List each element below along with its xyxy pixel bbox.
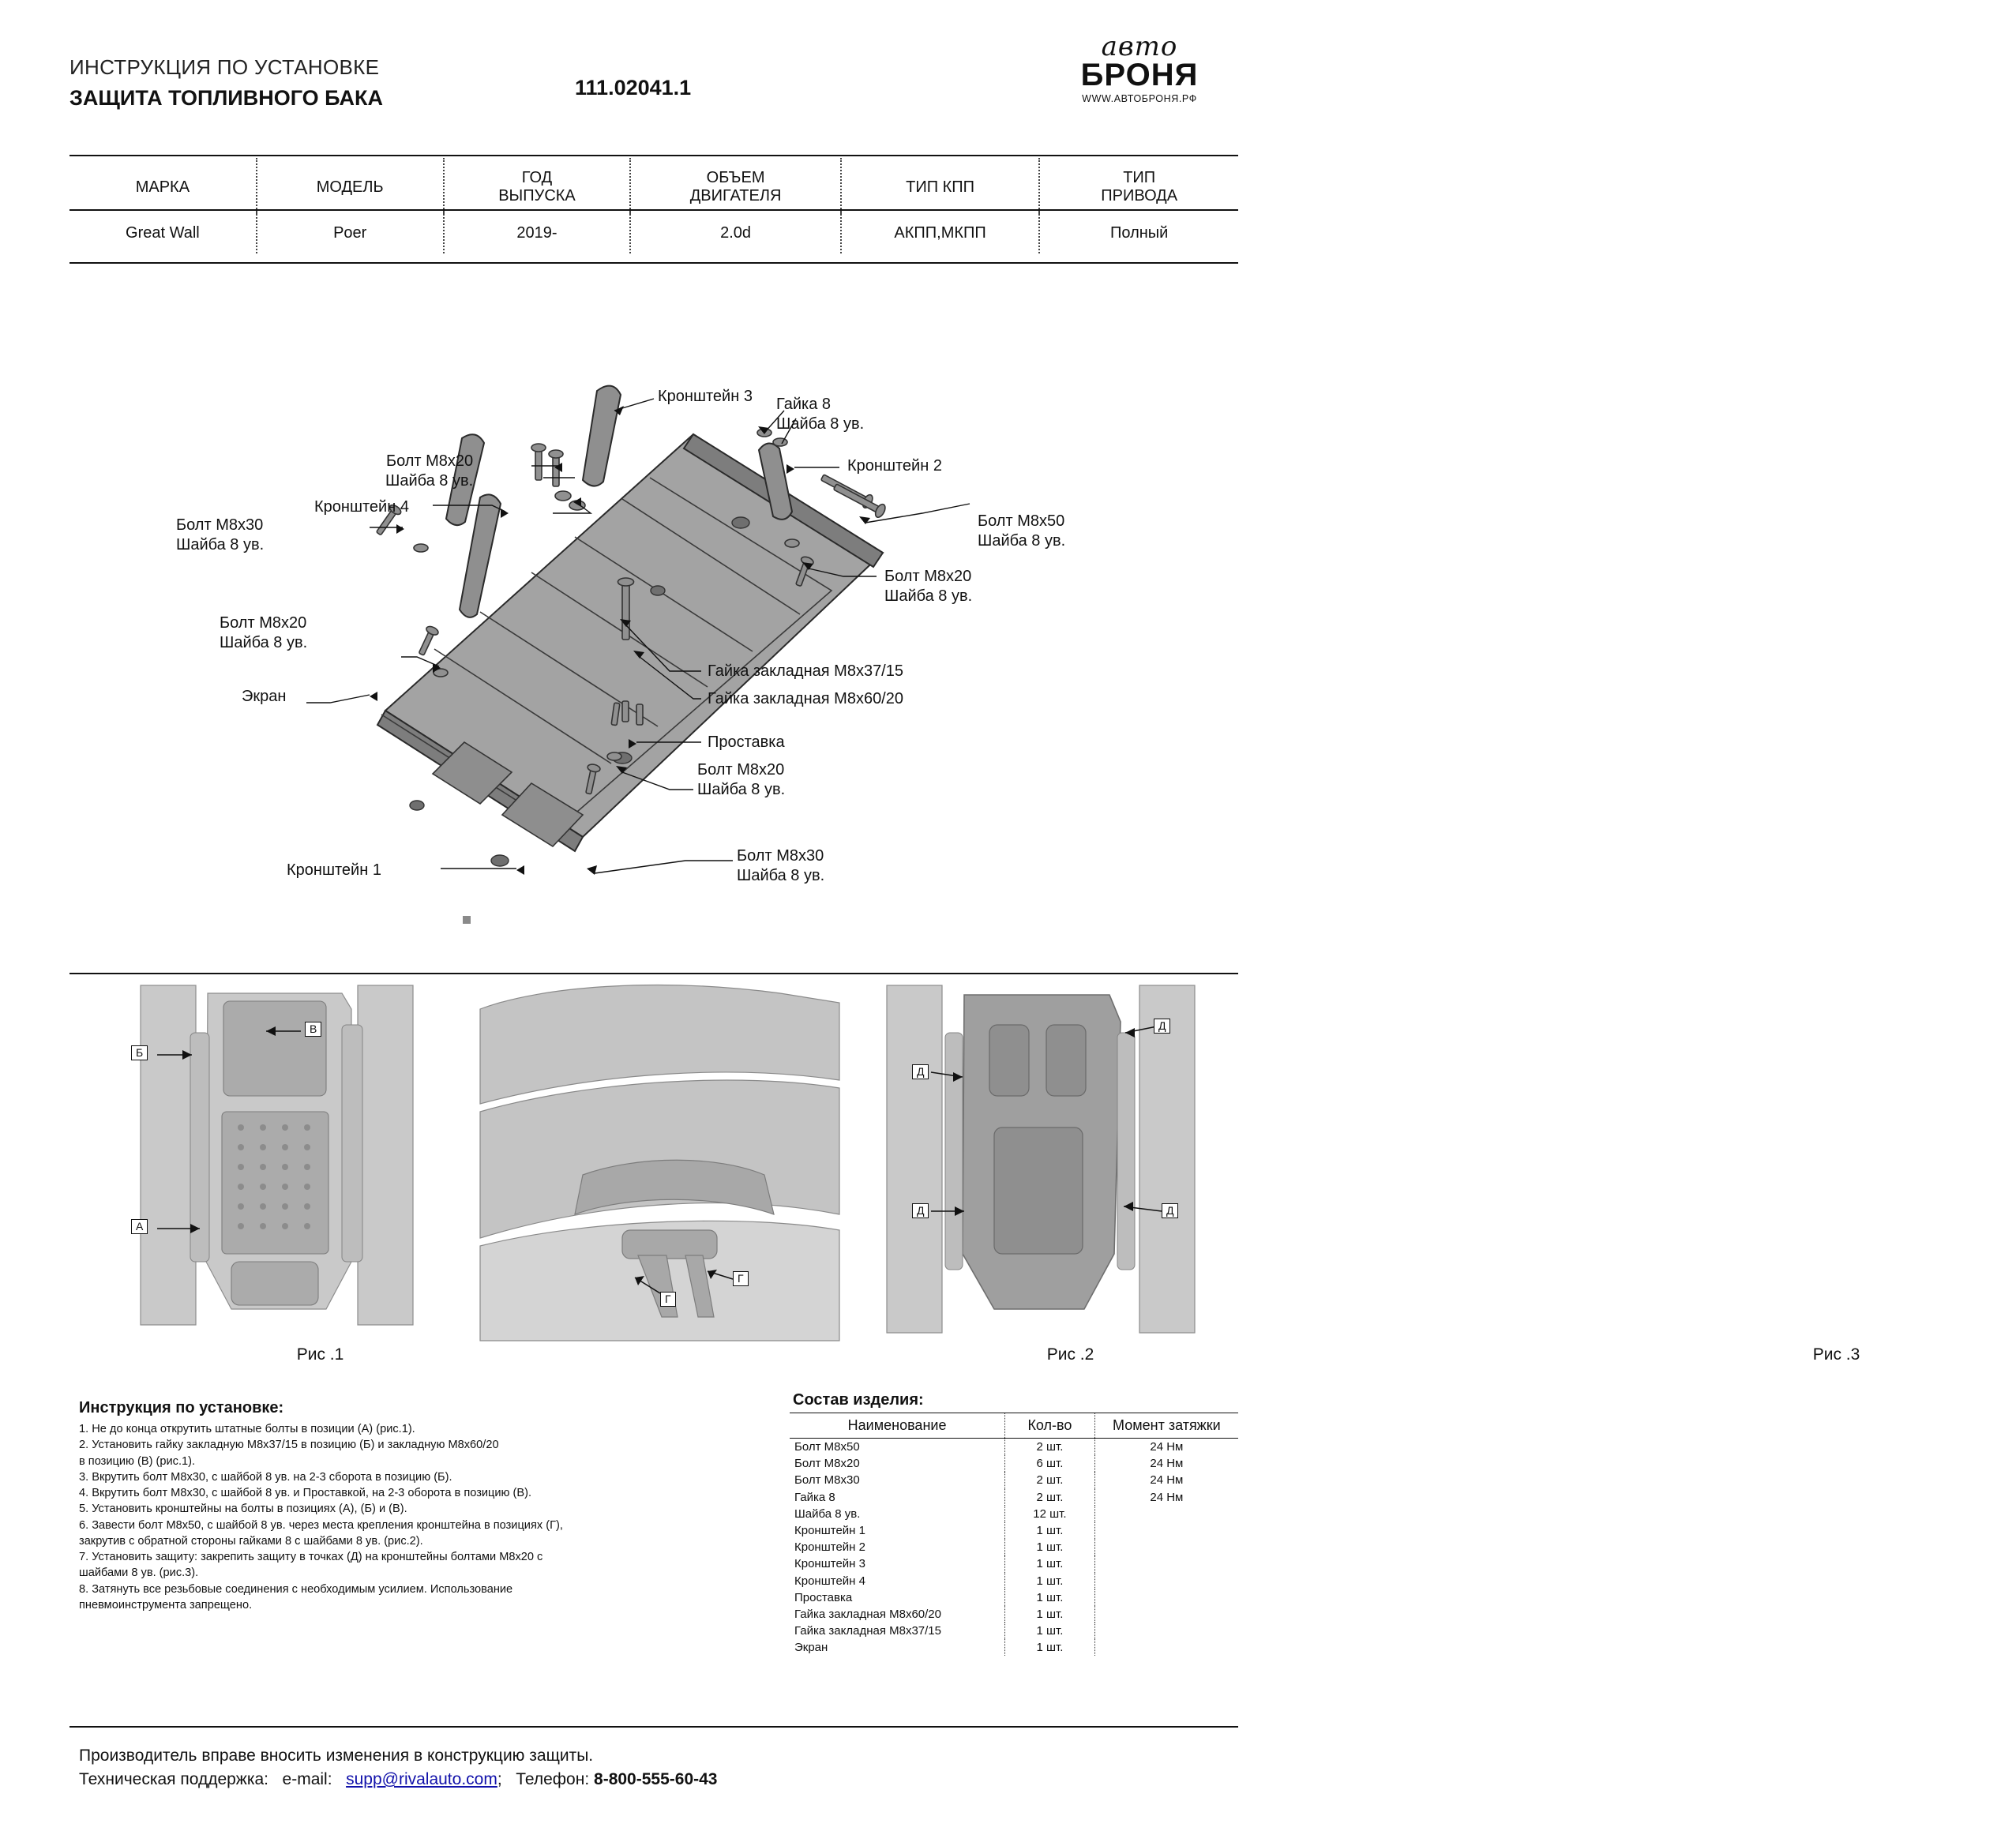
bom-cell-name: Шайба 8 ув. (794, 1506, 861, 1521)
bom-cell-name: Гайка закладная М8х37/15 (794, 1624, 941, 1638)
photo-2-image (480, 977, 839, 1341)
label-gayka-zakladnaya-60: Гайка закладная М8х60/20 (708, 690, 903, 707)
bom-cell-torque (1094, 1539, 1238, 1555)
table-row (790, 1573, 1238, 1589)
photo-row (69, 977, 1860, 1388)
label-bolt-m8x30-bottom: Болт М8х30 Шайба 8 ув. (737, 847, 825, 884)
bom-cell-torque (1094, 1639, 1238, 1656)
semicolon: ; (497, 1770, 502, 1788)
spec-value-row (69, 212, 1238, 253)
photo-3-caption: Рис .3 (1812, 1345, 1860, 1364)
footer-support (79, 1770, 1232, 1789)
photo-2-marker-g2: Г (733, 1271, 749, 1286)
bom-cell-qty: 12 шт. (1005, 1506, 1095, 1522)
spec-table-values (69, 212, 1238, 253)
bom-cell-name: Кронштейн 4 (794, 1574, 865, 1588)
spec-table-bottom-rule (69, 262, 1238, 264)
spec-table (69, 158, 1238, 215)
table-row (790, 1639, 1238, 1656)
bom-cell-torque (1094, 1623, 1238, 1639)
instruction-line: 4. Вкрутить болт М8х30, с шайбой 8 ув. и Проставкой, на 2-3 оборота в позицию (В). (79, 1487, 532, 1499)
diagram-bottom-rule (69, 973, 1238, 974)
photo-1-marker-a: А (131, 1219, 148, 1234)
photo-2-marker-g1: Г (660, 1292, 676, 1307)
document-footer (79, 1747, 1232, 1789)
bom-cell-torque: 24 Нм (1094, 1472, 1238, 1488)
product-code: 111.02041.1 (575, 76, 692, 99)
instruction-line: шайбами 8 ув. (рис.3). (79, 1566, 199, 1580)
bom-cell-name: Проставка (794, 1590, 853, 1604)
spec-value-brand: Great Wall (126, 224, 200, 242)
bom-cell-name: Кронштейн 3 (794, 1557, 865, 1571)
bom-cell-name: Болт М8х30 (794, 1473, 860, 1488)
bom-header-qty: Кол-во (1005, 1413, 1095, 1438)
bom-cell-name: Болт М8х50 (794, 1440, 860, 1454)
label-bolt-m8x20-left: Болт М8х20 Шайба 8 ув. (220, 614, 308, 651)
spec-value-model: Poer (257, 212, 444, 253)
photo-3-marker-d2: Д (912, 1064, 929, 1079)
logo-main-text: БРОНЯ (1080, 58, 1199, 92)
spec-header-drive: ТИП ПРИВОДА (1039, 158, 1238, 215)
table-row (790, 1455, 1238, 1472)
spec-value-year: 2019- (444, 212, 631, 253)
photo-figure-2 (480, 977, 1094, 1364)
instruction-line: закрутив с обратной стороны гайками 8 с шайбами 8 ув. (рис.2). (79, 1534, 423, 1548)
exploded-diagram (69, 316, 1238, 947)
label-bolt-m8x20-top: Болт М8х20 Шайба 8 ув. (385, 452, 474, 490)
photo-2-caption: Рис .2 (1046, 1345, 1094, 1364)
bom-header-name: Наименование (847, 1417, 947, 1433)
bom-cell-torque: 24 Нм (1094, 1455, 1238, 1472)
bom-cell-name: Кронштейн 2 (794, 1540, 865, 1555)
instruction-line: 8. Затянуть все резьбовые соединения с необходимым усилием. Использование (79, 1582, 513, 1596)
bill-of-materials (790, 1391, 1238, 1656)
label-kronshteyn-4: Кронштейн 4 (314, 498, 409, 516)
table-row (790, 1439, 1238, 1455)
bom-cell-qty: 1 шт. (1005, 1639, 1095, 1656)
logo-url-text: WWW.АВТОБРОНЯ.РФ (1082, 93, 1197, 104)
bom-title: Состав изделия: (793, 1391, 924, 1409)
spec-value-drive: Полный (1039, 212, 1238, 253)
bom-header-torque: Момент затяжки (1094, 1413, 1238, 1438)
label-bolt-m8x20-right: Болт М8х20 Шайба 8 ув. (884, 568, 973, 605)
bom-cell-torque (1094, 1589, 1238, 1606)
instruction-line: 7. Установить защиту: закрепить защиту в точках (Д) на кронштейны болтами М8х20 с (79, 1551, 543, 1563)
table-row (790, 1539, 1238, 1555)
header-subtitle: ИНСТРУКЦИЯ ПО УСТАНОВКЕ (69, 55, 380, 79)
spec-header-engine: ОБЪЕМ ДВИГАТЕЛЯ (630, 158, 840, 215)
label-kronshteyn-1: Кронштейн 1 (287, 861, 381, 879)
bom-cell-torque (1094, 1522, 1238, 1539)
photo-3-marker-d4: Д (1162, 1203, 1178, 1218)
bom-cell-name: Экран (794, 1641, 828, 1655)
bom-cell-torque (1094, 1606, 1238, 1623)
label-prostavka: Проставка (708, 734, 785, 751)
bom-cell-qty: 1 шт. (1005, 1539, 1095, 1555)
instruction-line: 1. Не до конца открутить штатные болты в позиции (А) (рис.1). (79, 1423, 415, 1435)
spec-table-top-rule (69, 155, 1238, 156)
label-gayka-8: Гайка 8 Шайба 8 ув. (776, 396, 865, 433)
email-label: e-mail: (282, 1770, 332, 1788)
instructions-title: Инструкция по установке: (79, 1399, 284, 1416)
label-kronshteyn-2: Кронштейн 2 (847, 457, 942, 475)
spec-table-mid-rule (69, 209, 1238, 211)
support-label: Техническая поддержка: (79, 1770, 269, 1788)
footer-disclaimer: Производитель вправе вносить изменения в конструкцию защиты. (79, 1747, 594, 1765)
instructions-list (79, 1422, 774, 1613)
header-titles (69, 55, 383, 111)
photo-3-marker-d1: Д (1154, 1019, 1170, 1034)
table-row (790, 1589, 1238, 1606)
table-row (790, 1623, 1238, 1639)
bom-cell-qty: 1 шт. (1005, 1555, 1095, 1572)
label-bolt-m8x30-left: Болт М8х30 Шайба 8 ув. (176, 516, 265, 553)
brand-logo (1041, 33, 1238, 104)
label-bolt-m8x20-bottom: Болт М8х20 Шайба 8 ув. (697, 761, 786, 798)
photo-1-marker-v: В (305, 1022, 321, 1037)
support-email-link[interactable]: supp@rivalauto.com (346, 1770, 497, 1788)
instruction-line: пневмоинструмента запрещено. (79, 1598, 253, 1611)
spec-header-brand: МАРКА (135, 178, 190, 196)
bom-cell-torque: 24 Нм (1094, 1439, 1238, 1455)
logo-script-text: авто (1101, 31, 1178, 62)
instruction-line: в позицию (В) (рис.1). (79, 1454, 196, 1468)
bom-cell-qty: 2 шт. (1005, 1472, 1095, 1488)
photo-3-marker-d3: Д (912, 1203, 929, 1218)
bom-header-row (790, 1413, 1238, 1438)
label-ekran: Экран (242, 688, 287, 705)
instruction-line: 3. Вкрутить болт М8х30, с шайбой 8 ув. на 2-3 сборота в позицию (Б). (79, 1470, 452, 1484)
spec-header-row (69, 158, 1238, 215)
bom-cell-torque (1094, 1555, 1238, 1572)
label-bolt-m8x50-right: Болт М8х50 Шайба 8 ув. (978, 512, 1066, 550)
photo-1-marker-b: Б (131, 1045, 148, 1060)
photo-1-image (105, 977, 464, 1341)
spec-header-year: ГОД ВЫПУСКА (444, 158, 631, 215)
bom-cell-torque (1094, 1573, 1238, 1589)
photo-figure-1 (105, 977, 464, 1364)
table-row (790, 1506, 1238, 1522)
label-kronshteyn-3: Кронштейн 3 (658, 388, 753, 405)
phone-label: Телефон: (516, 1770, 590, 1788)
bom-cell-qty: 6 шт. (1005, 1455, 1095, 1472)
bom-cell-qty: 1 шт. (1005, 1589, 1095, 1606)
document-header (69, 31, 1238, 126)
footer-rule (69, 1726, 1238, 1728)
table-row (790, 1522, 1238, 1539)
bom-cell-torque (1094, 1506, 1238, 1522)
bom-cell-name: Гайка закладная М8х60/20 (794, 1607, 941, 1621)
bom-cell-qty: 2 шт. (1005, 1439, 1095, 1455)
table-row (790, 1489, 1238, 1506)
spec-value-engine: 2.0d (630, 212, 840, 253)
instruction-line: 6. Завести болт М8х50, с шайбой 8 ув. через места крепления кронштейна в позициях (Г), (79, 1518, 563, 1532)
bom-cell-qty: 1 шт. (1005, 1573, 1095, 1589)
label-gayka-zakladnaya-37: Гайка закладная М8х37/15 (708, 662, 903, 680)
instruction-line: 2. Установить гайку закладную М8х37/15 в позицию (Б) и закладную М8х60/20 (79, 1439, 499, 1452)
spec-value-transmission: АКПП,МКПП (841, 212, 1040, 253)
instruction-line: 5. Установить кронштейны на болты в позициях (А), (Б) и (В). (79, 1503, 407, 1516)
bom-cell-name: Кронштейн 1 (794, 1524, 865, 1538)
bom-cell-qty: 1 шт. (1005, 1606, 1095, 1623)
bom-cell-name: Гайка 8 (794, 1490, 835, 1504)
installation-instructions (79, 1399, 774, 1614)
photo-1-caption: Рис .1 (296, 1345, 344, 1364)
support-phone: 8-800-555-60-43 (594, 1770, 718, 1788)
table-row (790, 1555, 1238, 1572)
bom-cell-qty: 1 шт. (1005, 1623, 1095, 1639)
bom-cell-qty: 2 шт. (1005, 1489, 1095, 1506)
table-row (790, 1606, 1238, 1623)
bom-cell-qty: 1 шт. (1005, 1522, 1095, 1539)
bom-cell-name: Болт М8х20 (794, 1457, 860, 1471)
page-title: ЗАЩИТА ТОПЛИВНОГО БАКА (69, 86, 384, 110)
table-row (790, 1472, 1238, 1488)
bom-rows (790, 1439, 1238, 1656)
spec-header-model: МОДЕЛЬ (257, 158, 444, 215)
bom-cell-torque: 24 Нм (1094, 1489, 1238, 1506)
spec-header-transmission: ТИП КПП (841, 158, 1040, 215)
